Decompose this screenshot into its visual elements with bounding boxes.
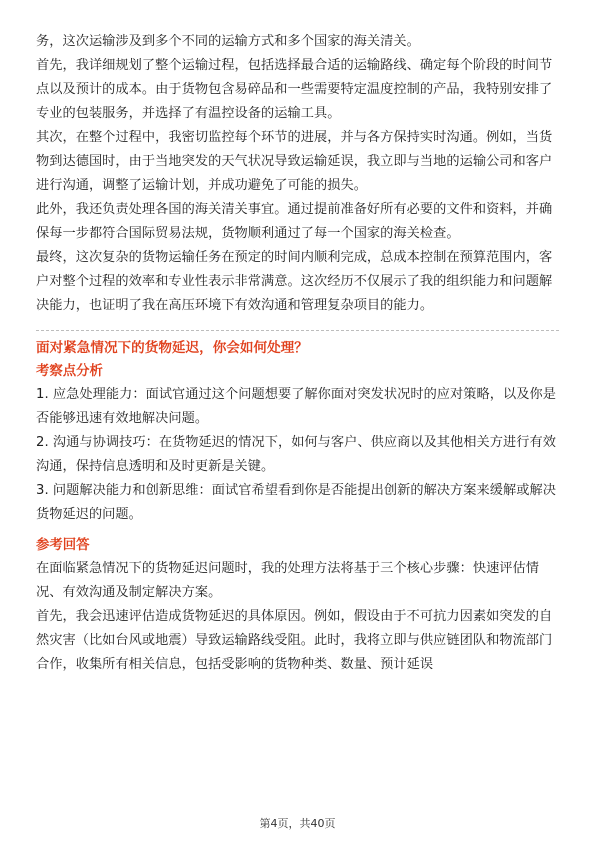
analysis-heading: 考察点分析 <box>36 364 103 379</box>
paragraph: 此外，我还负责处理各国的海关清关事宜。通过提前准备好所有必要的文件和资料，并确保每一步都符合国际贸易法规，货物顺利通过了每一个国家的海关检查。 <box>36 202 553 241</box>
analysis-item: 1. 应急处理能力：面试官通过这个问题想要了解你面对突发状况时的应对策略，以及你是否能够迅速有效地解决问题。 <box>36 387 556 426</box>
page-content <box>36 30 559 677</box>
answer-heading: 参考回答 <box>36 538 90 553</box>
spacer <box>36 527 559 533</box>
paragraph: 其次，在整个过程中，我密切监控每个环节的进展，并与各方保持实时沟通。例如，当货物到达德国时，由于当地突发的天气状况导致运输延误，我立即与当地的运输公司和客户进行沟通，调整了运输计划，并成功避免了可能的损失。 <box>36 130 553 193</box>
answer-paragraph: 在面临紧急情况下的货物延迟问题时，我的处理方法将基于三个核心步骤：快速评估情况、有效沟通及制定解决方案。 <box>36 561 540 600</box>
question-title: 面对紧急情况下的货物延迟，你会如何处理？ <box>36 340 308 356</box>
analysis-item: 3. 问题解决能力和创新思维：面试官希望看到你是否能提出创新的解决方案来缓解或解决货物延迟的问题。 <box>36 483 556 522</box>
paragraph: 务，这次运输涉及到多个不同的运输方式和多个国家的海关清关。 <box>36 34 420 49</box>
page-number: 第4页，共40页 <box>259 817 336 830</box>
analysis-item: 2. 沟通与协调技巧：在货物延迟的情况下，如何与客户、供应商以及其他相关方进行有效沟通，保持信息透明和及时更新是关键。 <box>36 435 556 474</box>
paragraph: 首先，我详细规划了整个运输过程，包括选择最合适的运输路线、确定每个阶段的时间节点以及预计的成本。由于货物包含易碎品和一些需要特定温度控制的产品，我特别安排了专业的包装服务，并选择了有温控设备的运输工具。 <box>36 58 553 121</box>
answer-paragraph: 首先，我会迅速评估造成货物延迟的具体原因。例如，假设由于不可抗力因素如突发的自然灾害（比如台风或地震）导致运输路线受阻。此时，我将立即与供应链团队和物流部门合作，收集所有相关信息，包括受影响的货物种类、数量、预计延误 <box>36 609 553 672</box>
section-divider <box>36 330 559 331</box>
paragraph: 最终，这次复杂的货物运输任务在预定的时间内顺利完成，总成本控制在预算范围内，客户对整个过程的效率和专业性表示非常满意。这次经历不仅展示了我的组织能力和问题解决能力，也证明了我在高压环境下有效沟通和管理复杂项目的能力。 <box>36 250 553 313</box>
